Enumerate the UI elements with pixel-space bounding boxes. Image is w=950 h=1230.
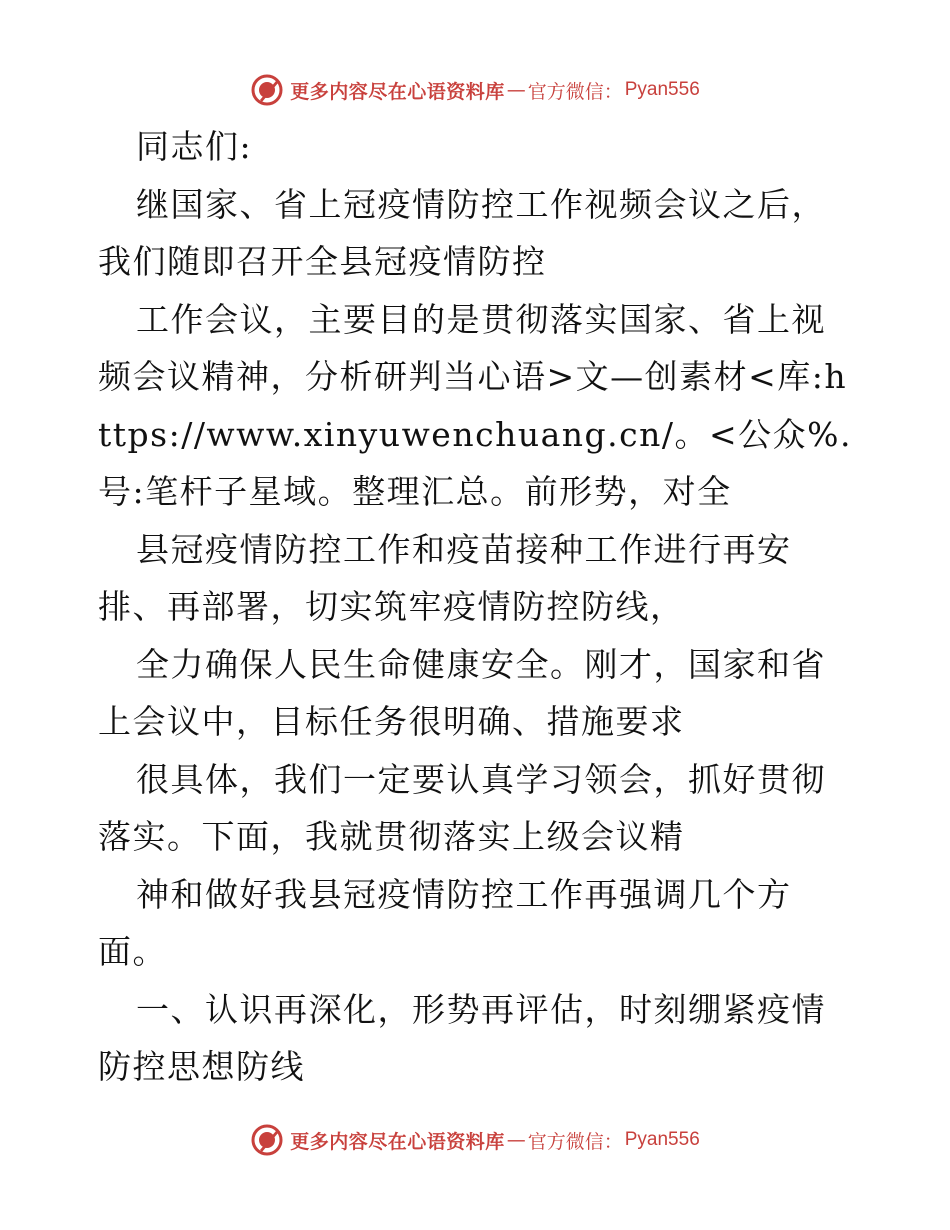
paragraph: 神和做好我县冠疫情防控工作再强调几个方面。	[98, 874, 792, 971]
salutation: 同志们:	[136, 127, 253, 166]
section-heading: 一、认识再深化，形势再评估，时刻绷紧疫情防控思想防线	[98, 989, 826, 1086]
footer-watermark-sub: 官方微信：	[527, 1130, 623, 1153]
header-watermark-sub: 官方微信：	[527, 80, 623, 103]
header-watermark-text: 更多内容尽在心语资料库	[290, 80, 505, 103]
footer-watermark	[0, 1120, 950, 1160]
footer-watermark-text: 更多内容尽在心语资料库	[290, 1130, 505, 1153]
header-watermark-id: Pyan556	[624, 79, 700, 100]
paragraph: 全力确保人民生命健康安全。刚才，国家和省上会议中，目标任务很明确、措施要求	[98, 644, 826, 741]
footer-watermark-id: Pyan556	[624, 1129, 700, 1150]
header-watermark-dash: —	[506, 79, 526, 101]
footer-watermark-dash: —	[506, 1129, 526, 1151]
paragraph: 县冠疫情防控工作和疫苗接种工作进行再安排、再部署，切实筑牢疫情防控防线，	[98, 529, 792, 626]
quill-seal-icon	[250, 73, 284, 107]
paragraph: 工作会议，主要目的是贯彻落实国家、省上视频会议精神，分析研判当心语>文—创素材<库:https://www.xinyuwenchuang.cn/。<公众%.号:笔杆子星域。整理汇总。前形势，对全	[98, 299, 852, 511]
paragraph: 继国家、省上冠疫情防控工作视频会议之后，我们随即召开全县冠疫情防控	[98, 184, 826, 281]
paragraph: 很具体，我们一定要认真学习领会，抓好贯彻落实。下面，我就贯彻落实上级会议精	[98, 759, 826, 856]
quill-seal-icon	[250, 1123, 284, 1157]
document-body	[98, 118, 858, 1096]
header-watermark	[0, 70, 950, 110]
